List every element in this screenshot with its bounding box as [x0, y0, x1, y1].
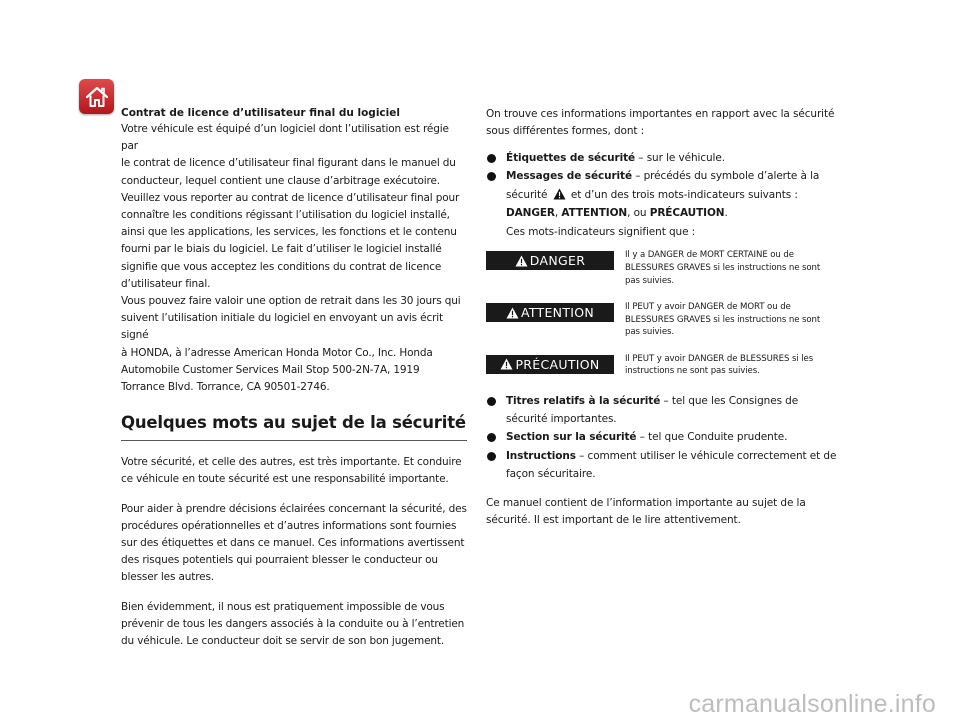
bullet-text: et d’un des trois mots-indicateurs suivants :	[567, 188, 798, 201]
license-title: Contrat de licence d’utilisateur final du logiciel	[121, 107, 400, 119]
safety-alert-icon	[515, 255, 528, 267]
bullet-text: – tel que Conduite prudente.	[636, 431, 788, 444]
info-forms-list	[486, 149, 840, 242]
bullet-text: sécurité	[506, 188, 551, 201]
signal-label-text: PRÉCAUTION	[515, 356, 600, 372]
license-line: ainsi que les applications, les services, les fonctions et le contenu	[121, 226, 457, 239]
safety-alert-icon	[506, 307, 519, 319]
signal-label-text: DANGER	[529, 253, 586, 269]
license-line: connaître les conditions régissant l’utilisation du logiciel installé,	[121, 209, 450, 222]
attention-label	[486, 303, 614, 322]
list-item	[486, 447, 840, 483]
list-item	[486, 392, 840, 428]
bullet-icon	[487, 397, 496, 406]
license-line: à HONDA, à l’adresse American Honda Motor Co., Inc. Honda	[121, 346, 433, 359]
signal-word-danger: DANGER	[506, 207, 555, 220]
bullet-bold: Messages de sécurité	[506, 170, 632, 183]
precaution-label	[486, 355, 614, 374]
safety-paragraph: Votre sécurité, et celle des autres, est très importante. Et conduire ce véhicule en toute sécurité est une responsabilité importante.	[121, 456, 462, 486]
signal-label-text: ATTENTION	[520, 305, 595, 321]
bullet-icon	[487, 154, 496, 163]
bullet-icon	[487, 172, 496, 181]
license-line: le contrat de licence d’utilisateur final figurant dans le manuel du	[121, 157, 456, 170]
list-item	[486, 428, 840, 446]
safety-alert-icon	[553, 188, 566, 200]
license-line: signifie que vous acceptez les conditions du contrat de licence	[121, 260, 442, 273]
separator: .	[724, 207, 728, 220]
license-line: suivent l’utilisation initiale du logiciel en envoyant un avis écrit signé	[121, 312, 443, 342]
license-line: Automobile Customer Services Mail Stop 500-2N-7A, 1919	[121, 363, 420, 376]
license-line: fourni par le biais du logiciel. Le fait d’utiliser le logiciel installé	[121, 243, 442, 256]
signal-row-attention	[486, 301, 840, 339]
bullet-text: – comment utiliser le véhicule correctement et de façon sécuritaire.	[506, 449, 837, 480]
section-title: Quelques mots au sujet de la sécurité	[121, 411, 467, 441]
safety-sources-list	[486, 392, 840, 483]
bullet-text: – précédés du symbole d’alerte à la	[631, 170, 820, 183]
home-icon	[84, 84, 110, 110]
separator: , ou	[627, 207, 650, 220]
bullet-text: Ces mots-indicateurs signifient que :	[506, 225, 696, 238]
signal-row-precaution	[486, 353, 840, 378]
danger-label	[486, 251, 614, 270]
right-column	[486, 106, 840, 530]
bullet-bold: Étiquettes de sécurité	[506, 151, 636, 164]
license-line: conducteur, lequel contient une clause d’arbitrage exécutoire.	[121, 174, 440, 187]
license-line: Votre véhicule est équipé d’un logiciel dont l’utilisation est régie par	[121, 123, 449, 153]
bullet-bold: Section sur la sécurité	[506, 431, 637, 444]
home-button[interactable]	[79, 79, 114, 114]
license-line: Vous pouvez faire valoir une option de retrait dans les 30 jours qui	[121, 295, 461, 308]
list-item	[486, 167, 840, 241]
watermark: carmanualsonline.info	[688, 690, 936, 718]
license-body	[121, 121, 467, 396]
signal-words-list	[486, 249, 840, 378]
safety-paragraph: Pour aider à prendre décisions éclairées concernant la sécurité, des procédures opérationnelles et d’autres informations sont fournies sur des étiquettes et dans ce manuel. Ces informations avertissent des risques potentiels qui pourraient blesser le conducteur ou blesser les autres.	[121, 502, 467, 584]
bullet-bold: Titres relatifs à la sécurité	[506, 395, 661, 408]
separator: ,	[554, 207, 562, 220]
signal-description: Il PEUT y avoir DANGER de BLESSURES si les instructions ne sont pas suivies.	[625, 353, 814, 377]
intro-paragraph: On trouve ces informations importantes en rapport avec la sécurité sous différentes formes, dont :	[486, 108, 835, 138]
bullet-bold: Instructions	[506, 449, 576, 462]
list-item	[486, 149, 840, 168]
closing-paragraph: Ce manuel contient de l’information importante au sujet de la sécurité. Il est important de le lire attentivement.	[486, 497, 806, 527]
license-line: d’utilisateur final.	[121, 277, 211, 290]
bullet-icon	[487, 433, 496, 442]
license-line: Torrance Blvd. Torrance, CA 90501-2746.	[121, 381, 330, 394]
signal-word-attention: ATTENTION	[561, 207, 628, 220]
signal-row-danger	[486, 249, 840, 287]
license-line: Veuillez vous reporter au contrat de licence d’utilisateur final pour	[121, 191, 460, 204]
signal-description: Il PEUT y avoir DANGER de MORT ou de BLESSURES GRAVES si les instructions ne sont pas suivies.	[625, 302, 821, 338]
bullet-icon	[487, 452, 496, 461]
left-column	[121, 106, 467, 650]
signal-description: Il y a DANGER de MORT CERTAINE ou de BLESSURES GRAVES si les instructions ne sont pas suivies.	[625, 250, 821, 286]
bullet-text: – sur le véhicule.	[635, 151, 725, 164]
safety-paragraph: Bien évidemment, il nous est pratiquement impossible de vous prévenir de tous les dangers associés à la conduite ou à l’entretien du véhicule. Le conducteur doit se servir de son bon jugement.	[121, 600, 465, 648]
signal-word-precaution: PRÉCAUTION	[649, 207, 725, 220]
bullet-text: – tel que les Consignes de sécurité importantes.	[506, 395, 799, 426]
safety-alert-icon	[500, 358, 513, 370]
